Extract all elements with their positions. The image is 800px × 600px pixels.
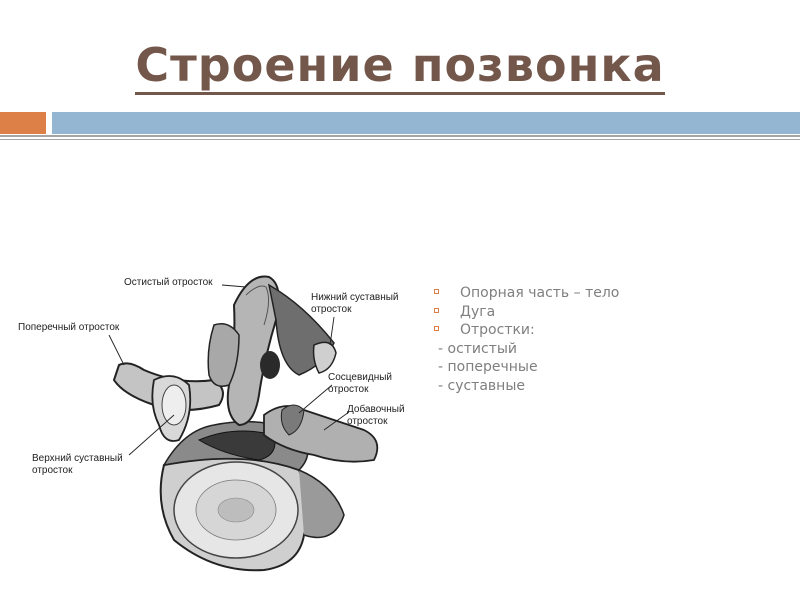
list-item-text: Дуга [460,303,496,320]
list-item [432,284,792,303]
slide-title-text: Строение позвонка [135,38,664,95]
vertebral-body [161,459,344,571]
inferior-articular-process [314,342,336,373]
list-subitem-text: - остистый [438,340,518,357]
list-subitem-text: - поперечные [438,359,538,375]
list-subitem [432,358,792,377]
label-mammillary-line1: Сосцевидный [328,372,392,383]
vertebra-figure [14,265,424,575]
list-subitem [432,340,792,359]
label-spinous-process: Остистый отросток [124,277,213,288]
superior-articular-process [152,376,190,441]
label-mammillary-line2: отросток [328,384,369,395]
label-inferior-articular-line2: отросток [311,304,352,315]
label-inferior-articular-line1: Нижний суставный [311,292,399,303]
label-accessory-process [347,404,405,428]
divider-line-thin [0,139,800,140]
label-superior-articular [32,453,123,477]
label-superior-articular-line2: отросток [32,465,73,476]
square-bullet-icon [434,308,439,313]
slide-title [0,38,800,92]
accent-bar-orange [0,112,46,134]
structure-list [432,284,792,395]
list-item [432,303,792,322]
label-transverse-process: Поперечный отросток [18,322,120,333]
label-inferior-articular [311,292,399,316]
accent-bar-blue [52,112,800,134]
list-subitem [432,377,792,396]
label-accessory-line2: отросток [347,416,388,427]
list-subitem-text: - суставные [438,377,525,394]
square-bullet-icon [434,289,439,294]
square-bullet-icon [434,326,439,331]
label-accessory-line1: Добавочный [347,404,405,415]
label-superior-articular-line1: Верхний суставный [32,453,123,464]
list-item-text: Отростки: [460,322,535,338]
label-mammillary-process [328,372,392,396]
list-item-text: Опорная часть – тело [460,285,620,301]
divider-line [0,135,800,137]
list-item [432,321,792,340]
